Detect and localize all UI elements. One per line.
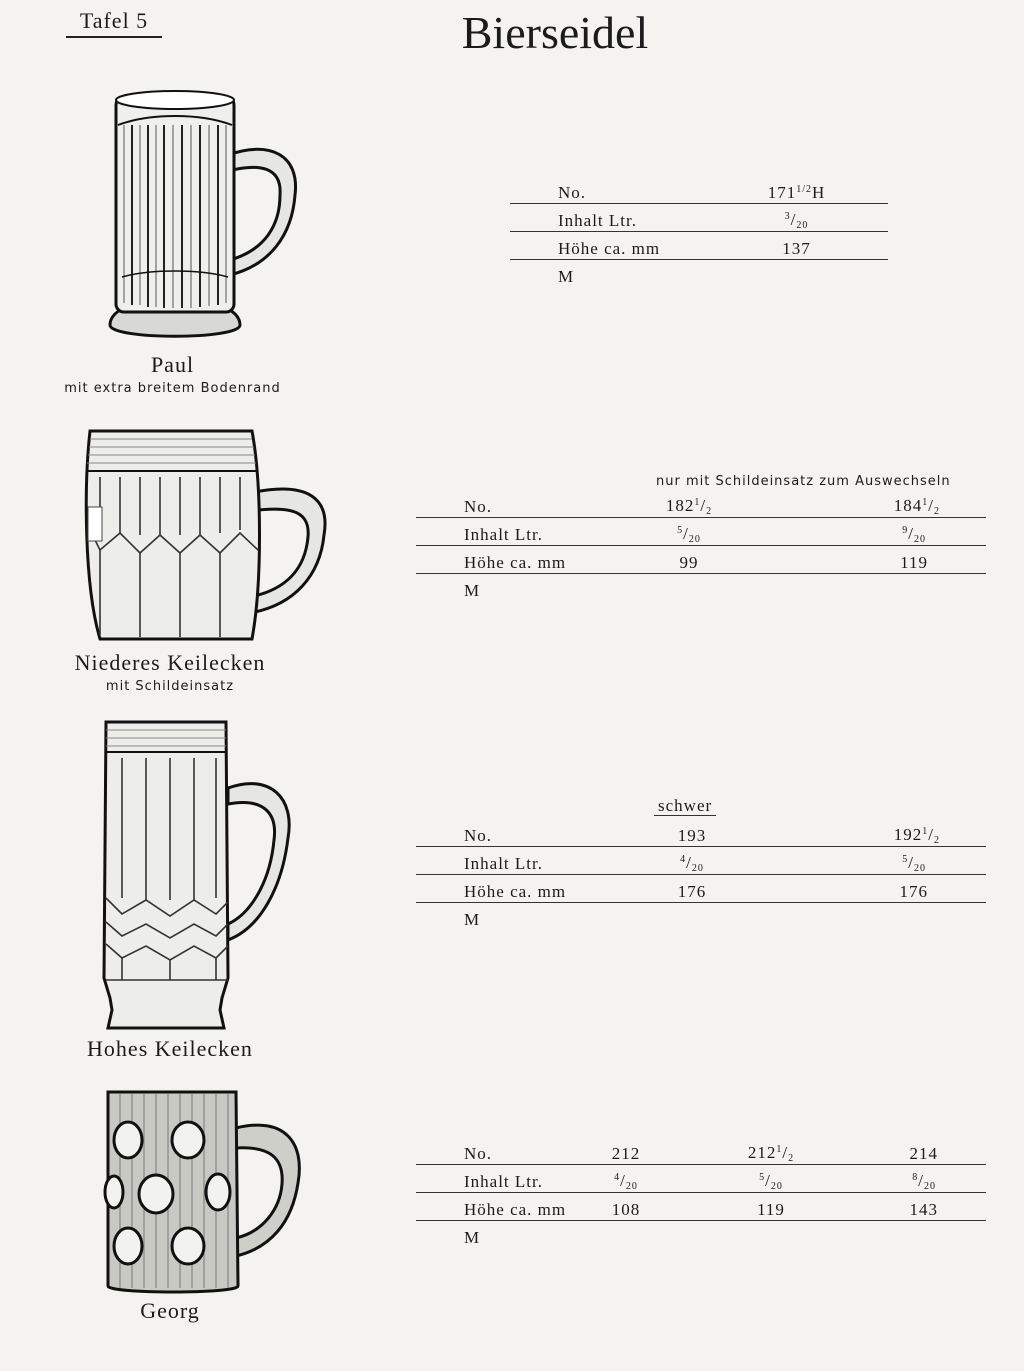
label-hoehe: Höhe ca. mm <box>510 232 705 260</box>
cell-inhalt: $^4/_{20}$ <box>616 847 768 875</box>
beer-mug-hohes-keilecken-icon <box>100 718 300 1030</box>
cell-no: $184^1/_2$ <box>762 490 986 518</box>
table-row <box>416 490 986 518</box>
table-row <box>416 847 986 875</box>
mug-name-hohes-keilecken: Hohes Keilecken <box>87 1036 253 1061</box>
label-m: M <box>558 267 575 286</box>
beer-mug-paul-icon <box>100 85 310 345</box>
label-hoehe: Höhe ca. mm <box>416 1193 591 1221</box>
cell-hoehe: 99 <box>616 546 762 574</box>
tafel-label: Tafel 5 <box>66 8 162 38</box>
label-no: No. <box>416 1137 591 1165</box>
cell-no: 193 <box>616 819 768 847</box>
label-inhalt: Inhalt Ltr. <box>510 204 705 232</box>
table-row <box>416 819 986 847</box>
cell-no: $171^{1/2}H$ <box>705 176 888 204</box>
table-heading-schwer: schwer <box>654 796 716 816</box>
table-row <box>416 1193 986 1221</box>
label-no: No. <box>416 490 616 518</box>
cell-hoehe: 176 <box>616 875 768 903</box>
label-m: M <box>464 581 481 600</box>
page-title: Bierseidel <box>461 7 649 58</box>
mug-name-niederes-keilecken: Niederes Keilecken <box>74 650 266 675</box>
label-hoehe: Höhe ca. mm <box>416 546 616 574</box>
cell-inhalt: $^3/_{20}$ <box>705 204 888 232</box>
table-row <box>416 574 986 602</box>
cell-no: 212 <box>591 1137 661 1165</box>
cell-inhalt: $^9/_{20}$ <box>762 518 986 546</box>
cell-hoehe: 119 <box>661 1193 881 1221</box>
cell-inhalt: $^5/_{20}$ <box>661 1165 881 1193</box>
beer-mug-niederes-keilecken-icon <box>80 425 330 647</box>
table-row <box>510 260 888 288</box>
cell-inhalt: $^5/_{20}$ <box>768 847 986 875</box>
cell-inhalt: $^4/_{20}$ <box>591 1165 661 1193</box>
mug-name-georg: Georg <box>140 1298 200 1323</box>
label-m: M <box>464 1228 481 1247</box>
cell-inhalt: $^8/_{20}$ <box>881 1165 986 1193</box>
mug-subtitle-paul: mit extra breitem Bodenrand <box>64 381 281 396</box>
cell-no: $192^1/_2$ <box>768 819 986 847</box>
table-row <box>416 1221 986 1249</box>
table-row <box>416 1137 986 1165</box>
label-inhalt: Inhalt Ltr. <box>416 1165 591 1193</box>
table-note: nur mit Schildeinsatz zum Auswechseln <box>656 474 951 489</box>
label-no: No. <box>416 819 616 847</box>
cell-no: $212^1/_2$ <box>661 1137 881 1165</box>
cell-hoehe: 143 <box>881 1193 986 1221</box>
table-row <box>416 875 986 903</box>
cell-no: $182^1/_2$ <box>616 490 762 518</box>
table-row <box>510 204 888 232</box>
label-inhalt: Inhalt Ltr. <box>416 847 616 875</box>
cell-hoehe: 176 <box>768 875 986 903</box>
cell-inhalt: $^5/_{20}$ <box>616 518 762 546</box>
table-row <box>416 546 986 574</box>
label-no: No. <box>510 176 705 204</box>
mug-name-paul: Paul <box>150 352 195 377</box>
table-row <box>416 903 986 931</box>
spec-table-hohes-keilecken <box>416 819 986 930</box>
table-row <box>416 518 986 546</box>
cell-hoehe: 108 <box>591 1193 661 1221</box>
table-row <box>510 232 888 260</box>
table-row <box>510 176 888 204</box>
label-hoehe: Höhe ca. mm <box>416 875 616 903</box>
table-row <box>416 1165 986 1193</box>
label-m: M <box>464 910 481 929</box>
cell-hoehe: 137 <box>705 232 888 260</box>
cell-hoehe: 119 <box>762 546 986 574</box>
spec-table-niederes-keilecken <box>416 490 986 601</box>
label-inhalt: Inhalt Ltr. <box>416 518 616 546</box>
beer-mug-georg-icon <box>100 1088 310 1298</box>
mug-subtitle-niederes-keilecken: mit Schildeinsatz <box>105 679 235 694</box>
cell-no: 214 <box>881 1137 986 1165</box>
spec-table-paul <box>510 176 888 287</box>
spec-table-georg <box>416 1137 986 1248</box>
